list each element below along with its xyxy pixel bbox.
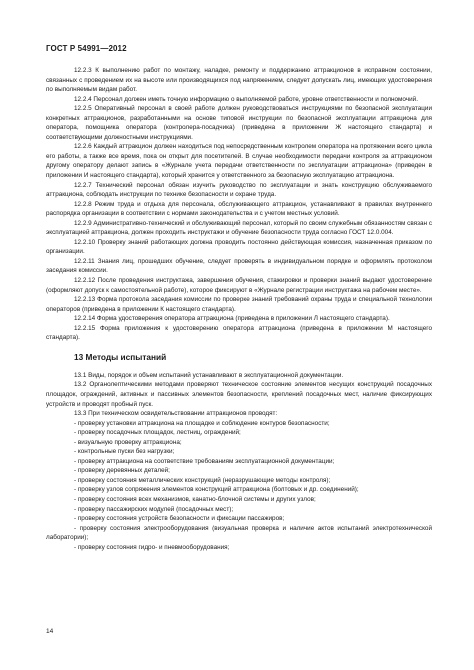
paragraph: 12.2.13 Форма протокола заседания комиссии по проверке знаний требований охраны труда и специальной технологии операторов (приведена в приложении К настоящего стандарта). bbox=[46, 296, 432, 313]
list-item: - проверку состояния всех механизмов, канатно-блочной системы и других узлов; bbox=[74, 495, 316, 503]
paragraph: 12.2.15 Форма приложения к удостоверению оператора аттракциона (приведена в приложении М настоящего стандарта). bbox=[46, 324, 432, 342]
list-item: - проверку установки аттракциона на площадке и соблюдение контуров безопасности; bbox=[74, 419, 330, 427]
list-item: - проверку посадочных площадок, лестниц, ограждений; bbox=[74, 429, 241, 437]
paragraph: 12.2.11 Знания лиц, прошедших обучение, следует проверять в индивидуальном порядке и оформлять протоколом заседания комиссии. bbox=[46, 257, 432, 275]
page-content bbox=[46, 66, 432, 552]
paragraph: 12.2.10 Проверку знаний работающих должна проводить постоянно действующая комиссия, назначенная приказом по организации. bbox=[46, 238, 432, 256]
paragraph: 13.1 Виды, порядок и объем испытаний устанавливают в эксплуатационной документации. bbox=[74, 371, 344, 379]
paragraph: 12.2.12 После проведения инструктажа, завершения обучения, стажировки и проверки знаний выдают удостоверение (оформляют допуск к самостоятельной работе), которое фиксируют в «Журнале регистрации инструктажа на рабочем месте». bbox=[46, 277, 432, 294]
list-item: - проверку состояния электрооборудования (визуальная проверка и наличие актов испытаний электротехнической лаборатории); bbox=[46, 524, 432, 542]
paragraph: 12.2.9 Административно-технический и обслуживающий персонал, который по своим служебным обязанностям связан с эксплуатацией аттракциона, должен проходить инструктажи и обучение безопасности труда согласно ГОСТ 12.0.004. bbox=[46, 219, 432, 237]
paragraph: 13.3 При техническом освидетельствовании аттракционов проводят: bbox=[74, 410, 278, 418]
list-item: - визуальную проверку аттракциона; bbox=[74, 438, 182, 446]
page-number: 14 bbox=[46, 628, 54, 635]
paragraph: 12.2.4 Персонал должен иметь точную информацию о выполняемой работе, уровне ответственности и полномочий. bbox=[74, 95, 418, 103]
list-item: - проверку состояния металлических конструкций (неразрушающие методы контроля); bbox=[74, 476, 331, 484]
paragraph: 12.2.8 Режим труда и отдыха для персонала, обслуживающего аттракцион, устанавливают в правилах внутреннего распорядка организации в соответствии с нормами законодательства и с учетом местных условий. bbox=[46, 200, 432, 218]
paragraph: 12.2.6 Каждый аттракцион должен находиться под непосредственным контролем оператора на протяжении всего цикла его работы, а также все время, пока он открыт для посетителей. В случае необходимости передачи контроля за аттракционом другому оператору делают запись в «Журнале учета передачи ответственности по эксплуатации аттракциона» (приведен в приложении И настоящего стандарта), который хранится у ответственного за безопасную эксплуатацию аттракциона. bbox=[46, 143, 432, 180]
list-item: - проверку состояния устройств безопасности и фиксации пассажиров; bbox=[74, 515, 285, 523]
list-item: - проверку состояния гидро- и пневмооборудования; bbox=[74, 543, 230, 551]
list-item: - проверку пассажирских модулей (посадочных мест); bbox=[74, 505, 234, 513]
list-item: - проверку аттракциона на соответствие требованиям эксплуатационной документации; bbox=[74, 457, 335, 465]
section-title: 13 Методы испытаний bbox=[74, 351, 167, 362]
paragraph: 12.2.7 Технический персонал обязан изучить руководство по эксплуатации и знать конструкцию обслуживаемого аттракциона, соблюдать инструкции по технике безопасности и охране труда. bbox=[46, 181, 432, 199]
paragraph: 13.2 Органолептическими методами проверяют техническое состояние элементов несущих конструкций посадочных площадок, ограждений, активных и пассивных элементов безопасности, креплений посадочных мест, наличие фиксирующих устройств и проводят пробный пуск. bbox=[46, 381, 432, 408]
list-item: - контрольные пуски без нагрузки; bbox=[74, 448, 175, 456]
paragraph: 12.2.3 К выполнению работ по монтажу, наладке, ремонту и поддержанию аттракционов в исправном состоянии, связанных с проведением их на высоте или производящихся под напряжением, следует допускать лиц, имеющих удостоверения по выполняемым видам работ. bbox=[46, 67, 432, 94]
standard-header: ГОСТ Р 54991—2012 bbox=[46, 44, 127, 53]
paragraph: 12.2.14 Форма удостоверения оператора аттракциона (приведена в приложении Л настоящего стандарта). bbox=[74, 315, 390, 323]
checks-list bbox=[46, 419, 432, 553]
list-item: - проверку деревянных деталей; bbox=[74, 467, 170, 475]
list-item: - проверку узлов сопряжения элементов конструкций аттракциона (болтовых и др. соединений); bbox=[74, 486, 359, 494]
paragraph: 12.2.5 Оперативный персонал в своей работе должен руководствоваться инструкциями по безопасной эксплуатации конкретных аттракционов, разработанными на основе типовой инструкции по безопасной эксплуатации аттракциона для оператора, помощника оператора (контролера-посадчика) (приведена в приложении Ж настоящего стандарта) и соответствующими должностными инструкциями. bbox=[46, 105, 432, 141]
